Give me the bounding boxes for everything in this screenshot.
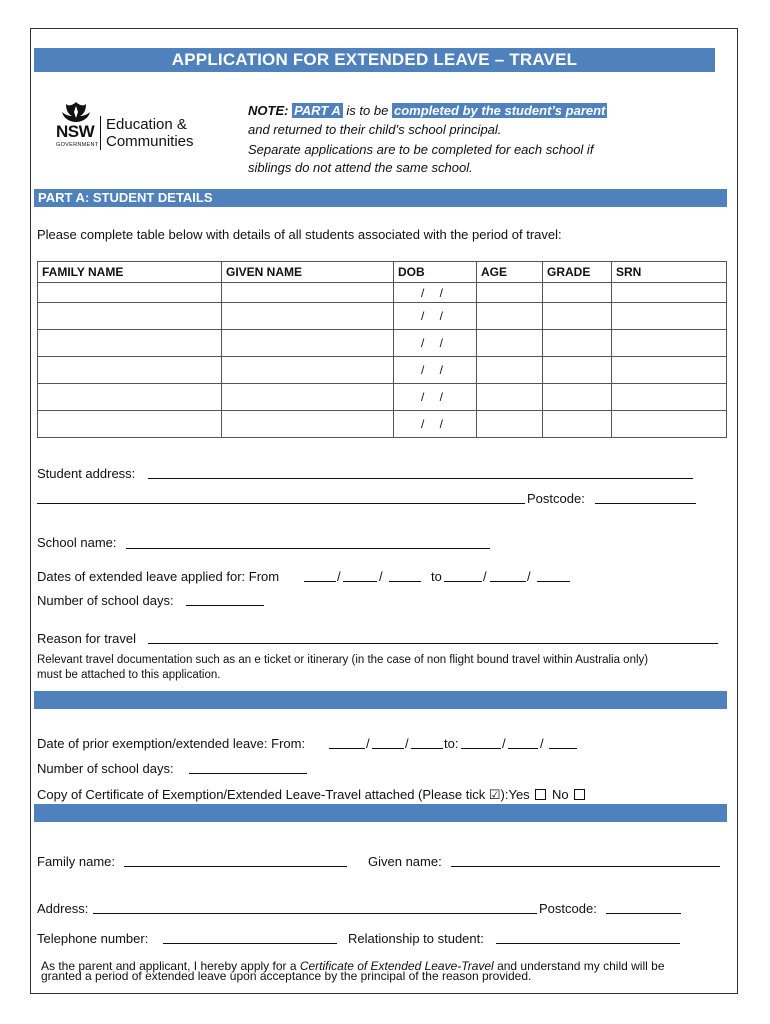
grade-cell[interactable] [543,330,612,357]
section-bar-applicant [34,804,727,822]
note-part-a: PART A [294,103,341,118]
note-line-1 [248,101,607,120]
relationship-label: Relationship to student: [348,931,484,946]
note-line-3: Separate applications are to be completed for each school if [248,142,594,157]
age-cell[interactable] [477,330,543,357]
grade-cell[interactable] [543,303,612,330]
date-slash: / [527,569,531,584]
family-name-cell[interactable] [38,330,222,357]
family-name-cell[interactable] [38,411,222,438]
note-mid: is to be [346,103,389,118]
col-given-name: GIVEN NAME [222,262,394,283]
prior-from-year[interactable] [411,748,443,749]
dob-cell[interactable]: / / [394,303,477,330]
grade-cell[interactable] [543,283,612,303]
dob-cell[interactable]: / / [394,283,477,303]
reason-field[interactable] [148,643,718,644]
waratah-icon [58,100,94,124]
prior-from-day[interactable] [329,748,365,749]
table-row [38,283,727,303]
date-slash: / [502,736,506,751]
telephone-label: Telephone number: [37,931,149,946]
from-month-field[interactable] [343,581,377,582]
date-slash: / [379,569,383,584]
note-line-2: and returned to their child’s school principal. [248,122,502,137]
srn-cell[interactable] [612,303,727,330]
given-name-cell[interactable] [222,283,394,303]
given-name-cell[interactable] [222,384,394,411]
school-name-label: School name: [37,535,117,550]
date-slash: / [366,736,370,751]
grade-cell[interactable] [543,411,612,438]
postcode-label: Postcode: [527,491,585,506]
certificate-copy-line [37,787,587,803]
date-slash: / [337,569,341,584]
family-name-label: Family name: [37,854,116,869]
table-row [38,330,727,357]
certificate-copy-label: Copy of Certificate of Exemption/Extended Leave-Travel attached (Please tick [37,787,486,802]
declaration-start: As the parent and applicant, I hereby apply for a [41,959,297,973]
part-a-heading: PART A: STUDENT DETAILS [34,189,727,207]
note-line-4: siblings do not attend the same school. [248,160,473,175]
applicant-postcode-field[interactable] [606,913,681,914]
form-title: APPLICATION FOR EXTENDED LEAVE – TRAVEL [34,48,715,72]
given-name-cell[interactable] [222,357,394,384]
yes-checkbox[interactable] [535,789,546,800]
dates-to-label: to [431,569,442,584]
given-name-cell[interactable] [222,411,394,438]
student-table [37,261,727,438]
col-family-name: FAMILY NAME [38,262,222,283]
declaration-line-2: granted a period of extended leave upon acceptance by the principal of the reason provided. [41,969,532,983]
date-slash: / [540,736,544,751]
department-line-2: Communities [106,133,194,150]
prior-school-days-field[interactable] [189,773,307,774]
given-name-cell[interactable] [222,303,394,330]
family-name-cell[interactable] [38,303,222,330]
col-age: AGE [477,262,543,283]
given-name-cell[interactable] [222,330,394,357]
dob-cell[interactable]: / / [394,384,477,411]
prior-from-month[interactable] [372,748,404,749]
documentation-note-2: must be attached to this application. [37,669,221,681]
telephone-field[interactable] [163,943,337,944]
declaration-certificate: Certificate of Extended Leave-Travel [299,959,494,973]
tick-box-icon: ☑ [488,787,501,802]
age-cell[interactable] [477,283,543,303]
srn-cell[interactable] [612,411,727,438]
srn-cell[interactable] [612,330,727,357]
dob-cell[interactable]: / / [394,357,477,384]
no-label: No [551,787,569,802]
col-srn: SRN [612,262,727,283]
yes-label: ):Yes [500,787,530,802]
date-slash: / [405,736,409,751]
grade-cell[interactable] [543,384,612,411]
nsw-wordmark: NSW [56,122,95,141]
prior-school-days-label: Number of school days: [37,761,174,776]
prior-to-month[interactable] [508,748,538,749]
student-address-field[interactable] [148,478,693,479]
nsw-logo [56,100,206,156]
family-name-cell[interactable] [38,357,222,384]
dates-label: Dates of extended leave applied for: From [37,569,280,584]
student-address-label: Student address: [37,466,136,481]
family-name-field[interactable] [124,866,347,867]
from-day-field[interactable] [304,581,336,582]
declaration-end: and understand my child will be [497,959,665,973]
age-cell[interactable] [477,411,543,438]
school-days-field[interactable] [186,605,264,606]
family-name-cell[interactable] [38,384,222,411]
grade-cell[interactable] [543,357,612,384]
from-year-field[interactable] [389,581,421,582]
section-bar-prior [34,691,727,709]
age-cell[interactable] [477,357,543,384]
srn-cell[interactable] [612,283,727,303]
note-label: NOTE: [248,103,289,118]
col-dob: DOB [394,262,477,283]
school-name-field[interactable] [126,548,490,549]
age-cell[interactable] [477,384,543,411]
prior-date-label: Date of prior exemption/extended leave: From: [37,736,306,751]
given-name-field[interactable] [451,866,720,867]
to-day-field[interactable] [444,581,482,582]
col-grade: GRADE [543,262,612,283]
documentation-note: Relevant travel documentation such as an e ticket or itinerary (in the case of non flight bound travel within Australia only) [37,654,649,666]
to-year-field[interactable] [537,581,570,582]
reason-label: Reason for travel [37,631,136,646]
postcode-field[interactable] [595,503,696,504]
table-header-row [38,262,727,283]
department-line-1: Education & [106,116,187,133]
table-row [38,384,727,411]
srn-cell[interactable] [612,357,727,384]
date-slash: / [483,569,487,584]
table-row [38,303,727,330]
school-days-label: Number of school days: [37,593,174,608]
given-name-label: Given name: [368,854,442,869]
age-cell[interactable] [477,303,543,330]
prior-to-year[interactable] [549,748,577,749]
dob-cell[interactable]: / / [394,411,477,438]
student-address-field-2[interactable] [37,503,525,504]
no-checkbox[interactable] [574,789,585,800]
prior-to-day[interactable] [461,748,501,749]
address-label: Address: [37,901,89,916]
note-highlight: completed by the student’s parent [393,103,606,118]
table-instruction: Please complete table below with details of all students associated with the period of travel: [37,227,562,242]
applicant-postcode-label: Postcode: [539,901,597,916]
srn-cell[interactable] [612,384,727,411]
relationship-field[interactable] [496,943,680,944]
address-field[interactable] [93,913,537,914]
table-row [38,357,727,384]
prior-to-label: to: [444,736,459,751]
to-month-field[interactable] [490,581,526,582]
logo-divider [100,116,101,150]
family-name-cell[interactable] [38,283,222,303]
government-label: GOVERNMENT [56,142,99,148]
table-row [38,411,727,438]
dob-cell[interactable]: / / [394,330,477,357]
